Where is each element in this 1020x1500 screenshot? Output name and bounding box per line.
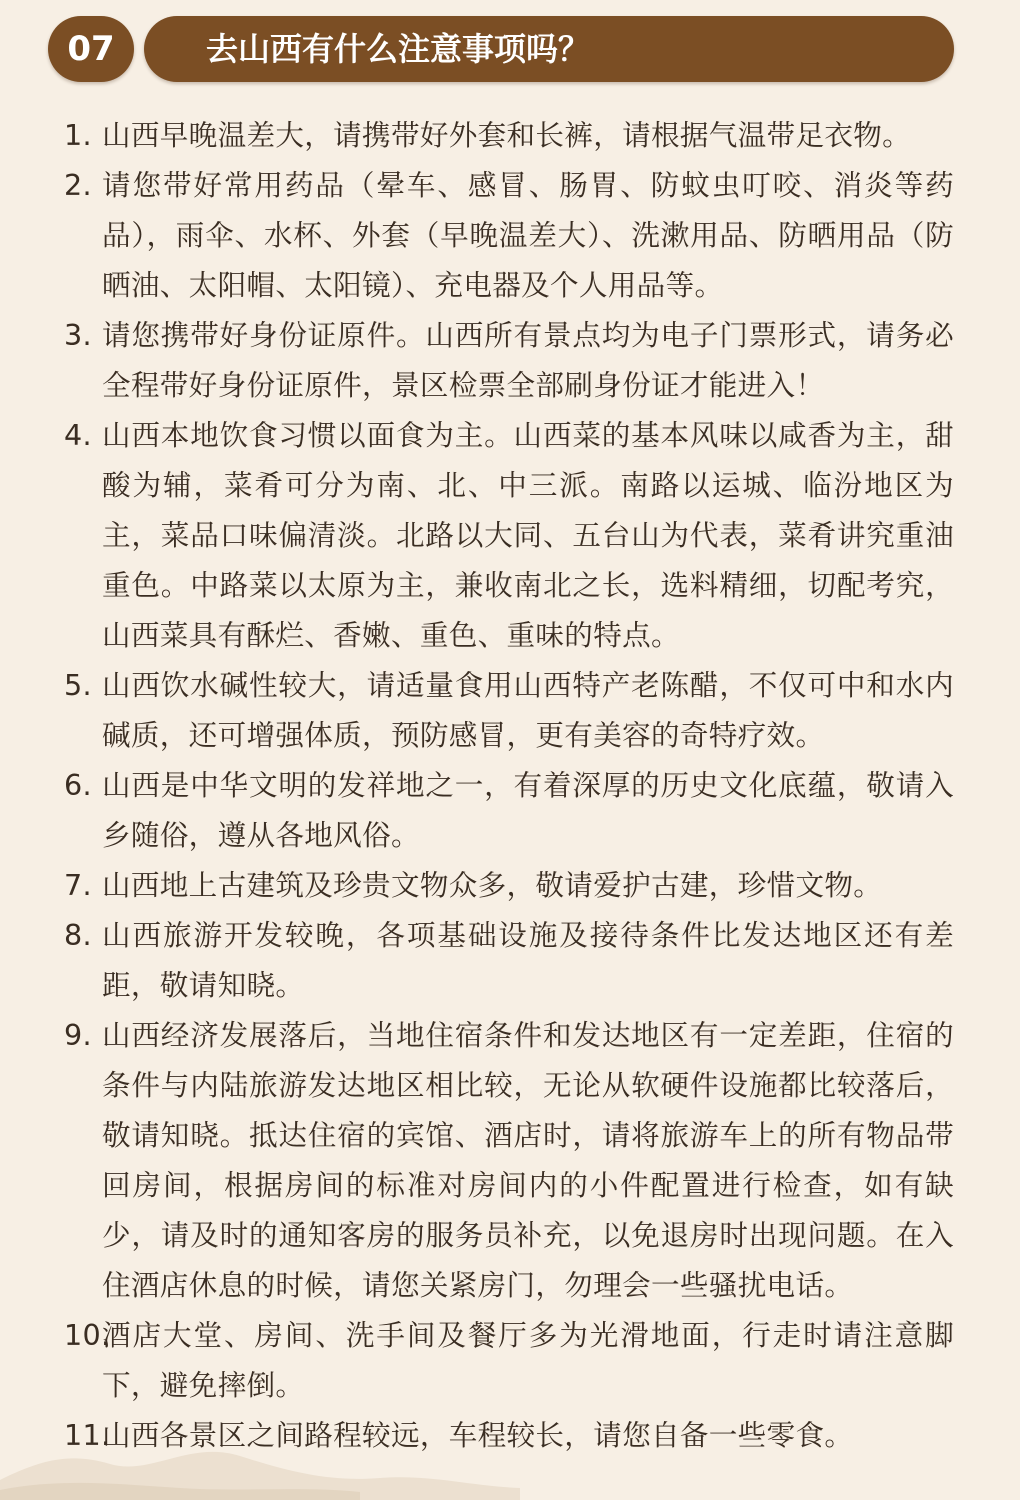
- tip-text: 山西旅游开发较晚，各项基础设施及接待条件比发达地区还有差距，敬请知晓。: [102, 918, 954, 1002]
- tip-text: 山西地上古建筑及珍贵文物众多，敬请爱护古建，珍惜文物。: [102, 868, 883, 902]
- tip-text: 请您带好常用药品（晕车、感冒、肠胃、防蚊虫叮咬、消炎等药品），雨伞、水杯、外套（早晚温差大）、洗漱用品、防晒用品（防晒油、太阳帽、太阳镜）、充电器及个人用品等。: [102, 168, 954, 302]
- tip-text: 山西是中华文明的发祥地之一，有着深厚的历史文化底蕴，敬请入乡随俗，遵从各地风俗。: [102, 768, 954, 852]
- tip-item-8: [64, 910, 954, 1010]
- tip-number: 1.: [64, 118, 92, 152]
- tip-text: 请您携带好身份证原件。山西所有景点均为电子门票形式，请务必全程带好身份证原件，景区检票全部刷身份证才能进入！: [102, 318, 954, 402]
- tip-item-1: [64, 110, 954, 160]
- tip-number: 8.: [64, 918, 92, 952]
- section-title: 去山西有什么注意事项吗？: [206, 30, 591, 68]
- tip-number: 2.: [64, 168, 92, 202]
- tip-item-9: [64, 1010, 954, 1310]
- section-number-badge: 07: [48, 16, 134, 82]
- tip-item-7: [64, 860, 954, 910]
- section-header: [48, 16, 954, 82]
- tip-item-4: [64, 410, 954, 660]
- tip-number: 3.: [64, 318, 92, 352]
- tip-number: 10.: [64, 1318, 111, 1352]
- tip-item-2: [64, 160, 954, 310]
- tip-number: 6.: [64, 768, 92, 802]
- tip-text: 山西本地饮食习惯以面食为主。山西菜的基本风味以咸香为主，甜酸为辅，菜肴可分为南、北、中三派。南路以运城、临汾地区为主，菜品口味偏清淡。北路以大同、五台山为代表，菜肴讲究重油重色。中路菜以太原为主，兼收南北之长，选料精细，切配考究，山西菜具有酥烂、香嫩、重色、重味的特点。: [102, 418, 954, 652]
- tip-number: 9.: [64, 1018, 92, 1052]
- tip-number: 11.: [64, 1418, 111, 1452]
- tip-item-10: [64, 1310, 954, 1410]
- section-title-bar: [144, 16, 954, 82]
- tip-item-11: [64, 1410, 954, 1460]
- tip-text: 酒店大堂、房间、洗手间及餐厅多为光滑地面，行走时请注意脚下，避免摔倒。: [102, 1318, 954, 1402]
- tip-item-3: [64, 310, 954, 410]
- tip-number: 7.: [64, 868, 92, 902]
- tip-number: 5.: [64, 668, 92, 702]
- tip-text: 山西饮水碱性较大，请适量食用山西特产老陈醋，不仅可中和水内碱质，还可增强体质，预防感冒，更有美容的奇特疗效。: [102, 668, 954, 752]
- tip-text: 山西早晚温差大，请携带好外套和长裤，请根据气温带足衣物。: [102, 118, 912, 152]
- tip-item-5: [64, 660, 954, 760]
- tip-number: 4.: [64, 418, 92, 452]
- tip-text: 山西各景区之间路程较远，车程较长，请您自备一些零食。: [102, 1418, 854, 1452]
- tips-list: [64, 110, 954, 1460]
- tip-text: 山西经济发展落后，当地住宿条件和发达地区有一定差距，住宿的条件与内陆旅游发达地区相比较，无论从软硬件设施都比较落后，敬请知晓。抵达住宿的宾馆、酒店时，请将旅游车上的所有物品带回房间，根据房间的标准对房间内的小件配置进行检查，如有缺少，请及时的通知客房的服务员补充，以免退房时出现问题。在入住酒店休息的时候，请您关紧房门，勿理会一些骚扰电话。: [102, 1018, 954, 1302]
- tip-item-6: [64, 760, 954, 860]
